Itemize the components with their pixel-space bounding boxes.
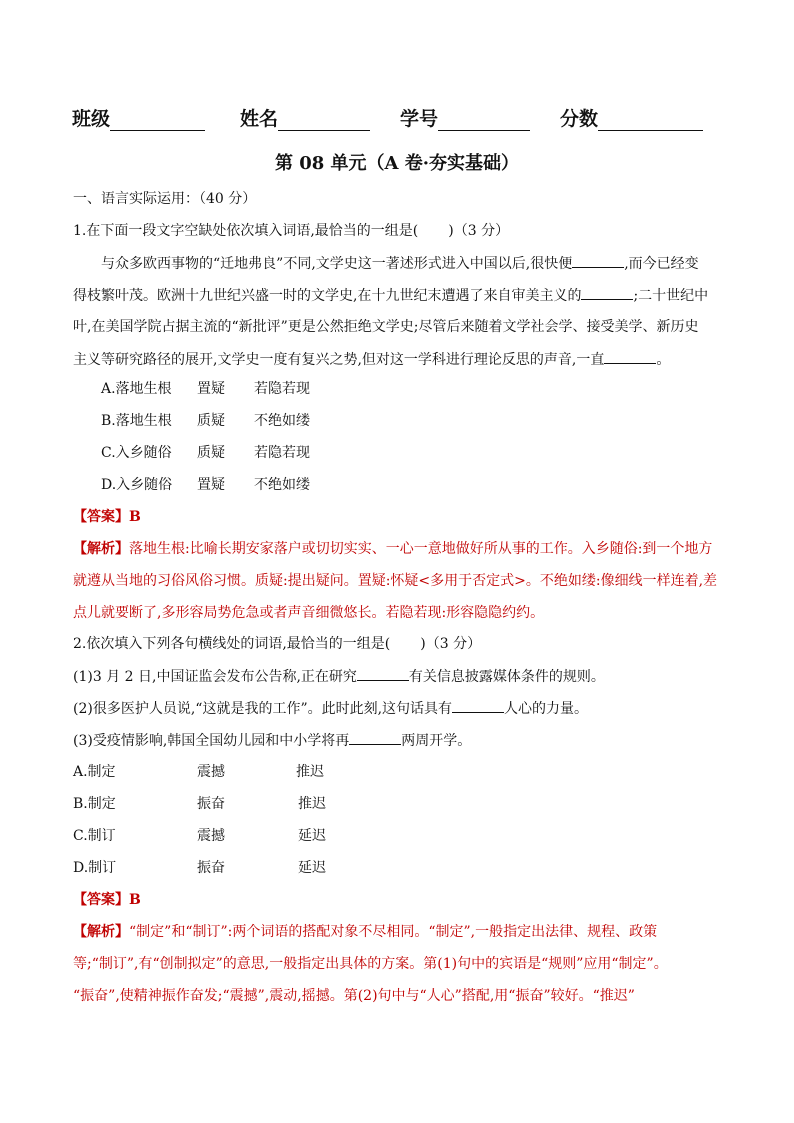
fill-blank[interactable] xyxy=(581,285,633,300)
q2-sentence-1: (1)3 月 2 日,中国证监会发布公告称,正在研究 有关信息披露媒体条件的规则。 xyxy=(73,666,605,687)
page-title: 第 08 单元（A 卷·夯实基础） xyxy=(274,153,520,174)
q2-stem: 2.依次填入下列各句横线处的词语,最恰当的一组是( )（3 分） xyxy=(73,636,482,652)
q2-sentence-2: (2)很多医护人员说,“这就是我的工作”。此时此刻,这句话具有 人心的力量。 xyxy=(73,698,588,719)
score-field[interactable]: 分数 xyxy=(560,104,703,131)
fill-blank[interactable] xyxy=(357,666,409,681)
name-blank[interactable] xyxy=(278,110,370,131)
fill-blank[interactable] xyxy=(604,349,656,364)
student-id-blank[interactable] xyxy=(438,110,530,131)
fill-blank[interactable] xyxy=(349,730,401,745)
q2-analysis-line: “振奋”,使精神振作奋发;“震撼”,震动,摇撼。第(2)句中与“人心”搭配,用“振奋”较好。“推迟” xyxy=(73,988,635,1004)
fill-blank[interactable] xyxy=(572,253,624,268)
q1-analysis: 【解析】落地生根:比喻长期安家落户或切切实实、一心一意地做好所从事的工作。入乡随俗:到一个地方 xyxy=(73,541,713,557)
student-info-header xyxy=(72,104,722,134)
document-page: 班级 姓名 学号 分数 第 08 单元（A 卷·夯实基础） 一、语言实际运用：（40 分） 1.在下面一段文字空缺处依次填入词语,最恰当的一组是( )（3 分） 与众多欧西事物的“迁地弗良”不同,文学史这一著述形式进入中国以后,很快便 ,而今已经变 得枝繁叶茂。欧洲十九世纪兴盛一时的文学史,在十九世纪末遭遇了来自审美主义的 ;二十世纪中 叶,在美国学院占据主流的“新批评”更是公然拒绝文学史;尽管后来随着文学社会学、接受美学、新历史 主义等研究路径的展开,文学史一度有复兴之势,但对这一学科进行理论反思的声音,一直 。 A.落地生根 置疑 若隐若现 B.落地生根 质疑 不绝如缕 C.入乡随俗 质疑 若隐若现 D.入乡随俗 置疑 不绝如缕 【答案】B 【解析】落地生根:比喻长期安家落户或切切实实、一心一意地做好所从事的工作。入乡随俗:到一个地方 就遵从当地的习俗风俗习惯。质疑:提出疑问。置疑:怀疑<多用于否定式>。不绝如缕:像细线一样连着,差 点儿就要断了,多形容局势危急或者声音细微悠长。若隐若现:形容隐隐约约。 2.依次填入下列各句横线处的词语,最恰当的一组是( )（3 分） (1)3 月 2 日,中国证监会发布公告称,正在研究 有关信息披露媒体条件的规则。 (2)很多医护人员说,“这就是我的工作”。此时此刻,这句话具有 人心的力量。 (3)受疫情影响,韩国全国幼儿园和中小学将再 两周开学。 A.制定 震撼 推迟 B.制定 振奋 推迟 C.制订 震撼 延迟 D.制订 振奋 延迟 【答案】B 【解析】“制定”和“制订”:两个词语的搭配对象不尽相同。“制定”,一般指定出法律、规程、政策 等;“制订”,有“创制拟定”的意思,一般指定出具体的方案。第(1)句中的宾语是“规则”应用“制定”。 “振奋”,使精神振作奋发;“震撼”,震动,摇撼。第(2)句中与“人心”搭配,用“振奋”较好。“推迟” xyxy=(0,0,794,1123)
q1-passage-line: 与众多欧西事物的“迁地弗良”不同,文学史这一著述形式进入中国以后,很快便 ,而今已经变 xyxy=(101,253,699,274)
section-heading: 一、语言实际运用：（40 分） xyxy=(73,191,257,207)
q1-analysis-line: 点儿就要断了,多形容局势危急或者声音细微悠长。若隐若现:形容隐隐约约。 xyxy=(73,605,545,621)
student-id-field[interactable]: 学号 xyxy=(400,104,530,131)
q1-answer: 【答案】B xyxy=(73,509,141,525)
q1-passage-line: 叶,在美国学院占据主流的“新批评”更是公然拒绝文学史;尽管后来随着文学社会学、接受美学、新历史 xyxy=(73,319,699,335)
name-field[interactable]: 姓名 xyxy=(240,104,370,131)
q1-analysis-line: 就遵从当地的习俗风俗习惯。质疑:提出疑问。置疑:怀疑<多用于否定式>。不绝如缕:像细线一样连着,差 xyxy=(73,573,718,589)
class-blank[interactable] xyxy=(110,110,205,131)
q1-passage-line: 得枝繁叶茂。欧洲十九世纪兴盛一时的文学史,在十九世纪末遭遇了来自审美主义的 ;二十世纪中 xyxy=(73,285,708,306)
q2-answer: 【答案】B xyxy=(73,892,141,908)
fill-blank[interactable] xyxy=(452,698,504,713)
q2-sentence-3: (3)受疫情影响,韩国全国幼儿园和中小学将再 两周开学。 xyxy=(73,730,471,751)
q2-analysis: 【解析】“制定”和“制订”:两个词语的搭配对象不尽相同。“制定”,一般指定出法律、规程、政策 xyxy=(73,924,658,940)
class-field[interactable]: 班级 xyxy=(72,104,205,131)
q1-stem: 1.在下面一段文字空缺处依次填入词语,最恰当的一组是( )（3 分） xyxy=(73,223,510,239)
q2-analysis-line: 等;“制订”,有“创制拟定”的意思,一般指定出具体的方案。第(1)句中的宾语是“规则”应用“制定”。 xyxy=(73,956,668,972)
q1-passage-line: 主义等研究路径的展开,文学史一度有复兴之势,但对这一学科进行理论反思的声音,一直 。 xyxy=(73,349,670,370)
score-blank[interactable] xyxy=(598,110,703,131)
